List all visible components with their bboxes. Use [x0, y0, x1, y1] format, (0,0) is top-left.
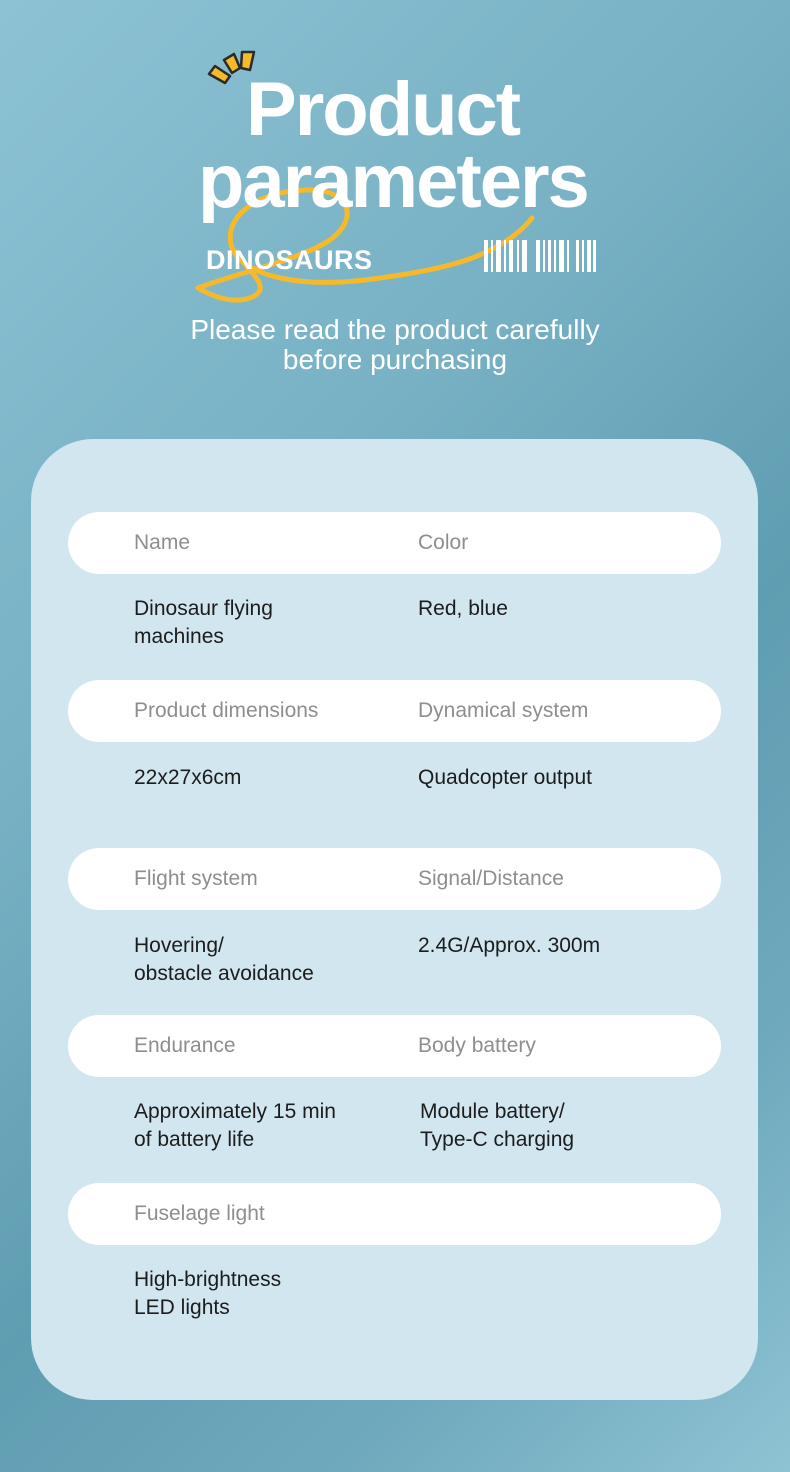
value-body-battery: Module battery/ Type-C charging — [420, 1100, 575, 1151]
label-endurance: Endurance — [134, 1034, 236, 1057]
brand-label: DINOSAURS — [206, 245, 373, 275]
value-signal-distance: 2.4G/Approx. 300m — [418, 934, 601, 957]
subtitle-line2: before purchasing — [282, 344, 508, 375]
label-signal-distance: Signal/Distance — [418, 867, 564, 890]
row-header-dimensions-power — [68, 680, 721, 742]
subtitle — [95, 315, 695, 375]
value-endurance: Approximately 15 min of battery life — [134, 1100, 336, 1151]
header — [0, 0, 790, 420]
row-header-fuselage-light — [68, 1183, 721, 1245]
label-flight-system: Flight system — [134, 867, 258, 890]
label-name: Name — [134, 531, 191, 554]
barcode-icon — [484, 240, 596, 272]
value-name: Dinosaur flying machines — [134, 597, 273, 648]
value-color: Red, blue — [418, 597, 508, 620]
subtitle-line1: Please read the product carefully — [190, 314, 600, 345]
value-flight-system: Hovering/ obstacle avoidance — [134, 934, 314, 985]
label-color: Color — [418, 531, 469, 554]
label-body-battery: Body battery — [418, 1034, 536, 1057]
label-product-dimensions: Product dimensions — [134, 699, 319, 722]
value-product-dimensions: 22x27x6cm — [134, 766, 242, 789]
label-fuselage-light: Fuselage light — [134, 1202, 265, 1225]
label-dynamical-system: Dynamical system — [418, 699, 589, 722]
row-header-endurance-battery — [68, 1015, 721, 1077]
value-dynamical-system: Quadcopter output — [418, 766, 592, 789]
value-fuselage-light: High-brightness LED lights — [134, 1268, 282, 1319]
row-header-name-color — [68, 512, 721, 574]
row-header-flight-signal — [68, 848, 721, 910]
parameters-card — [31, 439, 758, 1400]
page-title-line2: parameters — [198, 139, 588, 224]
page-title-line1: Product — [246, 67, 520, 152]
